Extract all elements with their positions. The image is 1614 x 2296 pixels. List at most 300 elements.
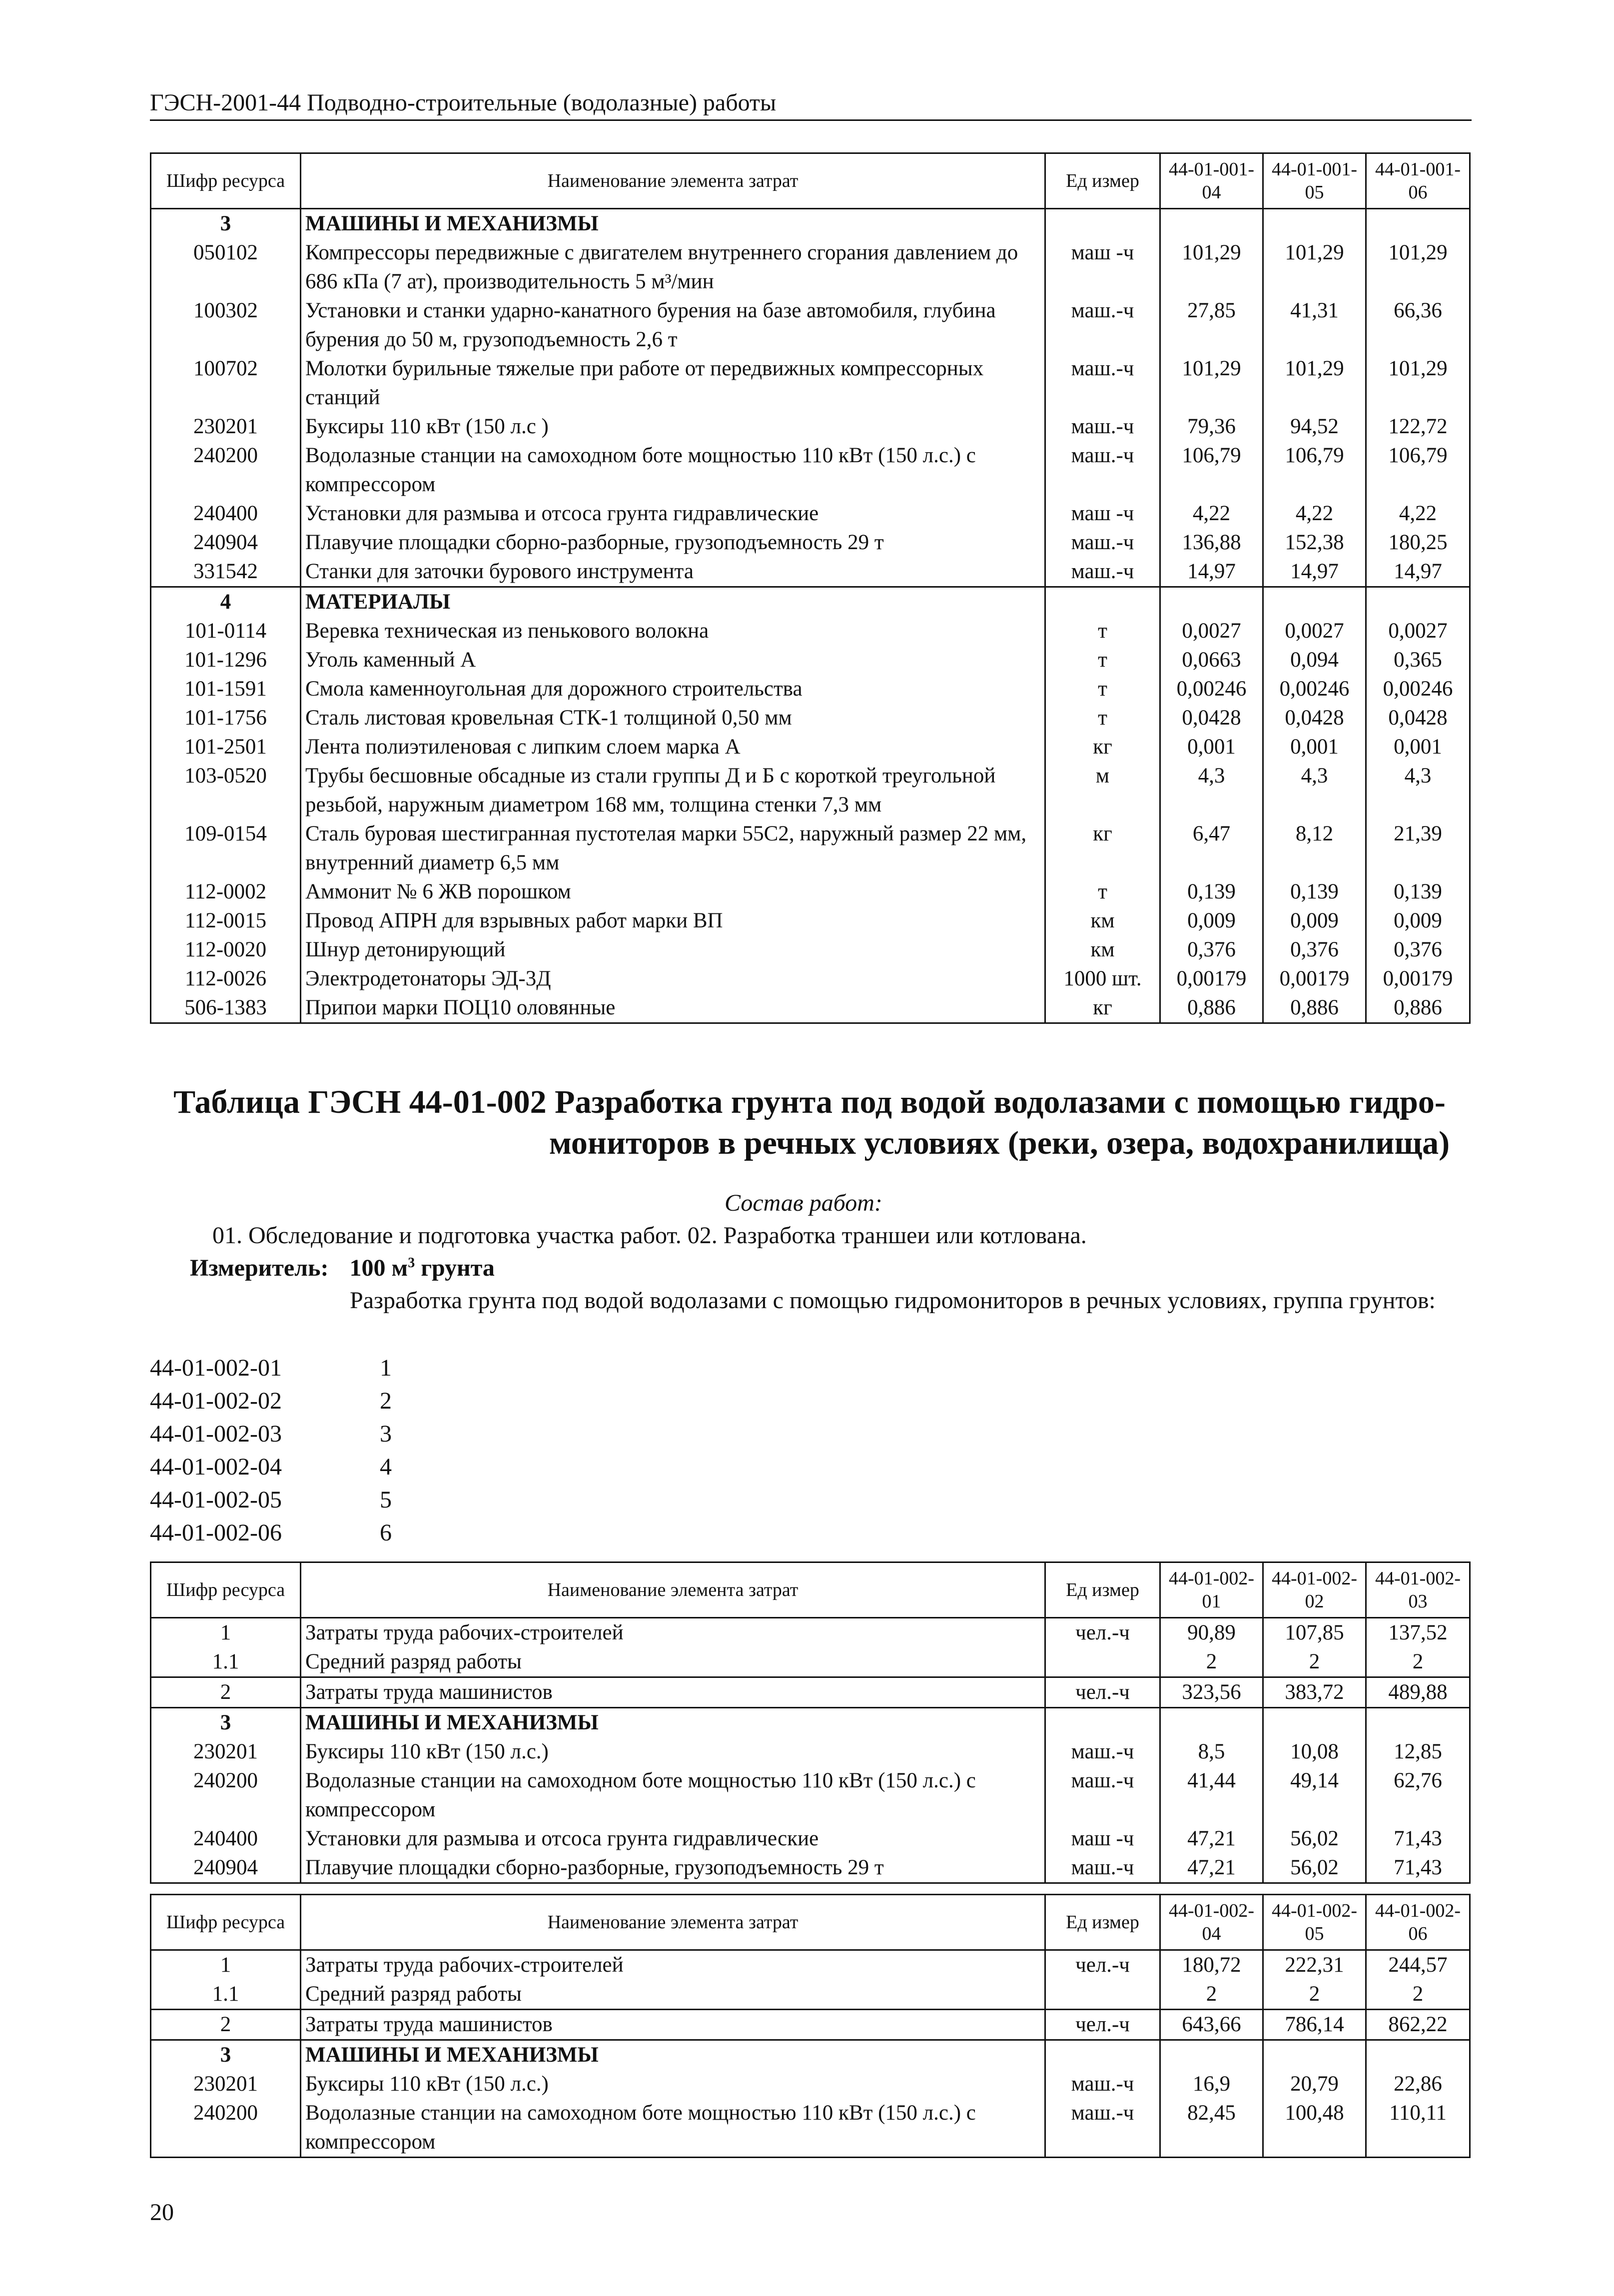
table-row <box>151 2070 1470 2099</box>
resource-code-cell: 101-1756 <box>151 704 301 733</box>
value-cell: 14,97 <box>1160 557 1263 587</box>
value-cell <box>1263 2040 1366 2070</box>
value-cell: 136,88 <box>1160 528 1263 557</box>
resource-code-cell: 101-1296 <box>151 646 301 675</box>
resource-code-cell: 230201 <box>151 412 301 441</box>
unit-cell: км <box>1045 935 1160 964</box>
resource-code-cell: 4 <box>151 587 301 617</box>
value-cell: 222,31 <box>1263 1950 1366 1980</box>
table-row <box>151 296 1470 354</box>
unit-cell: кг <box>1045 733 1160 762</box>
value-cell: 2 <box>1263 1980 1366 2010</box>
value-cell: 0,376 <box>1366 935 1470 964</box>
resource-code-cell: 2 <box>151 2010 301 2040</box>
value-cell: 0,0027 <box>1160 617 1263 646</box>
column-header: 44-01-002-05 <box>1263 1895 1366 1950</box>
table-row <box>151 1618 1470 1648</box>
item-name-cell: Плавучие площадки сборно-разборные, грузоподъемность 29 т <box>301 1853 1045 1883</box>
value-cell: 14,97 <box>1366 557 1470 587</box>
value-cell: 0,00179 <box>1366 964 1470 993</box>
column-header: Шифр ресурса <box>151 1562 301 1618</box>
value-cell: 101,29 <box>1366 238 1470 296</box>
table-row <box>151 646 1470 675</box>
table-row <box>151 906 1470 935</box>
resource-code-cell: 112-0015 <box>151 906 301 935</box>
unit-cell: чел.-ч <box>1045 2010 1160 2040</box>
unit-cell <box>1045 1647 1160 1677</box>
resource-code-cell: 230201 <box>151 2070 301 2099</box>
value-cell: 0,0428 <box>1160 704 1263 733</box>
value-cell: 244,57 <box>1366 1950 1470 1980</box>
table-row <box>151 2010 1470 2040</box>
item-name-cell: МАШИНЫ И МЕХАНИЗМЫ <box>301 209 1045 239</box>
value-cell: 106,79 <box>1263 441 1366 499</box>
unit-cell: маш.-ч <box>1045 412 1160 441</box>
table-row <box>151 1824 1470 1853</box>
item-name-cell: Компрессоры передвижные с двигателем внутреннего сгорания давлением до 686 кПа (7 ат), производительность 5 м³/мин <box>301 238 1045 296</box>
unit-cell: 1000 шт. <box>1045 964 1160 993</box>
value-cell: 106,79 <box>1366 441 1470 499</box>
item-name-cell: Смола каменноугольная для дорожного строительства <box>301 675 1045 704</box>
value-cell: 0,0663 <box>1160 646 1263 675</box>
table-row <box>151 675 1470 704</box>
table-row <box>151 354 1470 412</box>
value-cell: 643,66 <box>1160 2010 1263 2040</box>
variant-list <box>150 1352 392 1549</box>
item-name-cell: Провод АПРН для взрывных работ марки ВП <box>301 906 1045 935</box>
resource-code-cell: 240200 <box>151 441 301 499</box>
value-cell: 180,25 <box>1366 528 1470 557</box>
unit-cell: кг <box>1045 819 1160 877</box>
resource-code-cell: 1 <box>151 1618 301 1648</box>
table-row <box>151 441 1470 499</box>
variant-code: 44-01-002-03 <box>150 1421 282 1447</box>
unit-cell: т <box>1045 617 1160 646</box>
resource-code-cell: 1.1 <box>151 1980 301 2010</box>
value-cell: 2 <box>1160 1980 1263 2010</box>
value-cell: 101,29 <box>1160 238 1263 296</box>
column-header: 44-01-002-04 <box>1160 1895 1263 1950</box>
value-cell: 0,0428 <box>1263 704 1366 733</box>
unit-cell: т <box>1045 704 1160 733</box>
value-cell: 6,47 <box>1160 819 1263 877</box>
value-cell: 2 <box>1160 1647 1263 1677</box>
column-header: Ед измер <box>1045 1895 1160 1950</box>
table-title-line-1: Таблица ГЭСН 44-01-002 Разработка грунта под водой водолазами с помощью гидро- <box>173 1084 1446 1120</box>
item-name-cell: Затраты труда машинистов <box>301 2010 1045 2040</box>
variant-row <box>150 1484 392 1517</box>
value-cell: 0,009 <box>1366 906 1470 935</box>
work-heading: Состав работ: <box>725 1190 882 1216</box>
column-header: 44-01-002-06 <box>1366 1895 1470 1950</box>
value-cell: 4,3 <box>1366 762 1470 819</box>
value-cell: 47,21 <box>1160 1853 1263 1883</box>
table-row <box>151 1950 1470 1980</box>
item-name-cell: Веревка техническая из пенькового волокна <box>301 617 1045 646</box>
unit-cell: маш.-ч <box>1045 2099 1160 2158</box>
resource-code-cell: 100302 <box>151 296 301 354</box>
value-cell <box>1160 209 1263 239</box>
value-cell: 323,56 <box>1160 1677 1263 1708</box>
variant-code: 44-01-002-05 <box>150 1487 282 1513</box>
table-row <box>151 617 1470 646</box>
value-cell <box>1263 209 1366 239</box>
value-cell: 0,001 <box>1160 733 1263 762</box>
item-name-cell: Сталь буровая шестигранная пустотелая марки 55С2, наружный размер 22 мм, внутренний диаметр 6,5 мм <box>301 819 1045 877</box>
value-cell: 90,89 <box>1160 1618 1263 1648</box>
unit-cell: чел.-ч <box>1045 1618 1160 1648</box>
unit-cell: маш -ч <box>1045 1824 1160 1853</box>
unit-cell: маш.-ч <box>1045 1766 1160 1824</box>
value-cell: 71,43 <box>1366 1824 1470 1853</box>
item-name-cell: МАШИНЫ И МЕХАНИЗМЫ <box>301 2040 1045 2070</box>
item-name-cell: Лента полиэтиленовая с липким слоем марка А <box>301 733 1045 762</box>
unit-cell: чел.-ч <box>1045 1677 1160 1708</box>
value-cell: 4,22 <box>1366 499 1470 528</box>
unit-cell: маш.-ч <box>1045 296 1160 354</box>
value-cell: 0,376 <box>1263 935 1366 964</box>
variant-code: 44-01-002-01 <box>150 1355 282 1381</box>
resource-code-cell: 3 <box>151 2040 301 2070</box>
item-name-cell: Трубы бесшовные обсадные из стали группы Д и Б с короткой треугольной резьбой, наружным диаметром 168 мм, толщина стенки 7,3 мм <box>301 762 1045 819</box>
column-header: 44-01-001-06 <box>1366 153 1470 209</box>
unit-cell: маш.-ч <box>1045 354 1160 412</box>
variant-code: 44-01-002-02 <box>150 1388 282 1414</box>
value-cell: 0,376 <box>1160 935 1263 964</box>
variant-value: 4 <box>380 1454 392 1480</box>
resource-code-cell: 2 <box>151 1677 301 1708</box>
meter-value: 100 $м^3$ грунта <box>349 1255 495 1281</box>
variant-value: 5 <box>380 1487 392 1513</box>
table-row <box>151 557 1470 587</box>
value-cell: 4,3 <box>1160 762 1263 819</box>
value-cell: 0,139 <box>1160 877 1263 906</box>
resource-code-cell: 1.1 <box>151 1647 301 1677</box>
value-cell: 110,11 <box>1366 2099 1470 2158</box>
variant-value: 3 <box>380 1421 392 1447</box>
value-cell: 0,009 <box>1263 906 1366 935</box>
value-cell: 0,00246 <box>1263 675 1366 704</box>
unit-cell: т <box>1045 877 1160 906</box>
item-name-cell: Водолазные станции на самоходном боте мощностью 110 кВт (150 л.с.) с компрессором <box>301 2099 1045 2158</box>
variant-row <box>150 1517 392 1549</box>
value-cell: 0,886 <box>1263 993 1366 1023</box>
resource-code-cell: 3 <box>151 209 301 239</box>
resource-code-cell: 240904 <box>151 528 301 557</box>
item-name-cell: Средний разряд работы <box>301 1647 1045 1677</box>
table-row <box>151 704 1470 733</box>
unit-cell <box>1045 1708 1160 1738</box>
variant-value: 2 <box>380 1388 392 1414</box>
unit-cell: м <box>1045 762 1160 819</box>
resource-code-cell: 112-0026 <box>151 964 301 993</box>
value-cell: 0,139 <box>1366 877 1470 906</box>
table-row <box>151 1853 1470 1883</box>
resource-code-cell: 240200 <box>151 1766 301 1824</box>
item-name-cell: Припои марки ПОЦ10 оловянные <box>301 993 1045 1023</box>
value-cell: 8,5 <box>1160 1737 1263 1766</box>
value-cell: 0,365 <box>1366 646 1470 675</box>
item-name-cell: Молотки бурильные тяжелые при работе от передвижных компрессорных станций <box>301 354 1045 412</box>
resource-code-cell: 101-2501 <box>151 733 301 762</box>
value-cell: 101,29 <box>1263 354 1366 412</box>
value-cell: 16,9 <box>1160 2070 1263 2099</box>
item-name-cell: Водолазные станции на самоходном боте мощностью 110 кВт (150 л.с.) с компрессором <box>301 1766 1045 1824</box>
value-cell: 12,85 <box>1366 1737 1470 1766</box>
unit-cell: т <box>1045 646 1160 675</box>
resource-code-cell: 109-0154 <box>151 819 301 877</box>
unit-cell: маш.-ч <box>1045 441 1160 499</box>
resource-code-cell: 230201 <box>151 1737 301 1766</box>
value-cell: 20,79 <box>1263 2070 1366 2099</box>
unit-cell: маш -ч <box>1045 238 1160 296</box>
cost-table-2 <box>150 1561 1471 1884</box>
value-cell <box>1160 587 1263 617</box>
value-cell: 10,08 <box>1263 1737 1366 1766</box>
item-name-cell: Буксиры 110 кВт (150 л.с ) <box>301 412 1045 441</box>
page-number: 20 <box>150 2199 174 2226</box>
unit-cell <box>1045 1980 1160 2010</box>
value-cell: 94,52 <box>1263 412 1366 441</box>
value-cell: 862,22 <box>1366 2010 1470 2040</box>
value-cell: 4,22 <box>1263 499 1366 528</box>
value-cell: 0,001 <box>1263 733 1366 762</box>
unit-cell: маш -ч <box>1045 499 1160 528</box>
value-cell: 0,886 <box>1160 993 1263 1023</box>
table-row <box>151 964 1470 993</box>
column-header: 44-01-002-03 <box>1366 1562 1470 1618</box>
table-row <box>151 2099 1470 2158</box>
page-header: ГЭСН-2001-44 Подводно-строительные (водолазные) работы <box>150 89 1472 121</box>
item-name-cell: Плавучие площадки сборно-разборные, грузоподъемность 29 т <box>301 528 1045 557</box>
resource-code-cell: 050102 <box>151 238 301 296</box>
value-cell: 2 <box>1366 1980 1470 2010</box>
item-name-cell: МАТЕРИАЛЫ <box>301 587 1045 617</box>
unit-cell <box>1045 587 1160 617</box>
table-row <box>151 1737 1470 1766</box>
item-name-cell: Установки для размыва и отсоса грунта гидравлические <box>301 1824 1045 1853</box>
item-name-cell: Средний разряд работы <box>301 1980 1045 2010</box>
value-cell: 0,0027 <box>1366 617 1470 646</box>
resource-code-cell: 240400 <box>151 1824 301 1853</box>
resource-code-cell: 240904 <box>151 1853 301 1883</box>
resource-code-cell: 103-0520 <box>151 762 301 819</box>
resource-code-cell: 506-1383 <box>151 993 301 1023</box>
item-name-cell: Установки для размыва и отсоса грунта гидравлические <box>301 499 1045 528</box>
variant-code: 44-01-002-06 <box>150 1520 282 1546</box>
value-cell: 152,38 <box>1263 528 1366 557</box>
value-cell <box>1160 1708 1263 1738</box>
value-cell: 383,72 <box>1263 1677 1366 1708</box>
value-cell: 27,85 <box>1160 296 1263 354</box>
variant-row <box>150 1451 392 1484</box>
column-header: Ед измер <box>1045 153 1160 209</box>
section-row <box>151 1708 1470 1738</box>
unit-cell: маш.-ч <box>1045 1737 1160 1766</box>
value-cell: 137,52 <box>1366 1618 1470 1648</box>
resource-code-cell: 1 <box>151 1950 301 1980</box>
item-name-cell: Буксиры 110 кВт (150 л.с.) <box>301 1737 1045 1766</box>
value-cell: 2 <box>1263 1647 1366 1677</box>
item-name-cell: Уголь каменный А <box>301 646 1045 675</box>
table-row <box>151 877 1470 906</box>
value-cell: 0,0027 <box>1263 617 1366 646</box>
value-cell: 101,29 <box>1366 354 1470 412</box>
value-cell: 101,29 <box>1263 238 1366 296</box>
column-header: 44-01-001-05 <box>1263 153 1366 209</box>
value-cell: 21,39 <box>1366 819 1470 877</box>
value-cell: 0,00246 <box>1366 675 1470 704</box>
value-cell: 100,48 <box>1263 2099 1366 2158</box>
unit-cell: кг <box>1045 993 1160 1023</box>
value-cell: 106,79 <box>1160 441 1263 499</box>
unit-cell: т <box>1045 675 1160 704</box>
column-header: Ед измер <box>1045 1562 1160 1618</box>
value-cell: 66,36 <box>1366 296 1470 354</box>
item-name-cell: Аммонит № 6 ЖВ порошком <box>301 877 1045 906</box>
value-cell <box>1366 1708 1470 1738</box>
value-cell: 79,36 <box>1160 412 1263 441</box>
table-header-row <box>151 1562 1470 1618</box>
column-header: Наименование элемента затрат <box>301 1895 1045 1950</box>
resource-code-cell: 101-1591 <box>151 675 301 704</box>
value-cell: 2 <box>1366 1647 1470 1677</box>
value-cell <box>1263 587 1366 617</box>
table-title <box>150 1082 1469 1164</box>
value-cell: 47,21 <box>1160 1824 1263 1853</box>
variant-row <box>150 1385 392 1418</box>
resource-code-cell: 240200 <box>151 2099 301 2158</box>
column-header: Наименование элемента затрат <box>301 1562 1045 1618</box>
value-cell: 8,12 <box>1263 819 1366 877</box>
table-row <box>151 528 1470 557</box>
value-cell: 82,45 <box>1160 2099 1263 2158</box>
cost-table-1 <box>150 152 1471 1024</box>
value-cell: 0,00179 <box>1160 964 1263 993</box>
section-row <box>151 209 1470 239</box>
column-header: 44-01-002-01 <box>1160 1562 1263 1618</box>
unit-cell: маш.-ч <box>1045 528 1160 557</box>
value-cell: 489,88 <box>1366 1677 1470 1708</box>
value-cell: 180,72 <box>1160 1950 1263 1980</box>
value-cell: 101,29 <box>1160 354 1263 412</box>
item-name-cell: Затраты труда рабочих-строителей <box>301 1950 1045 1980</box>
table-row <box>151 1677 1470 1708</box>
item-name-cell: Буксиры 110 кВт (150 л.с.) <box>301 2070 1045 2099</box>
value-cell: 62,76 <box>1366 1766 1470 1824</box>
cost-table-3 <box>150 1894 1471 2158</box>
value-cell: 107,85 <box>1263 1618 1366 1648</box>
section-description: Разработка грунта под водой водолазами с помощью гидромониторов в речных условиях, группа грунтов: <box>350 1287 1436 1314</box>
table-row <box>151 819 1470 877</box>
unit-cell <box>1045 209 1160 239</box>
value-cell: 71,43 <box>1366 1853 1470 1883</box>
resource-code-cell: 3 <box>151 1708 301 1738</box>
item-name-cell: Шнур детонирующий <box>301 935 1045 964</box>
meter-line <box>190 1252 495 1285</box>
table-header-row <box>151 153 1470 209</box>
value-cell: 0,001 <box>1366 733 1470 762</box>
unit-cell: чел.-ч <box>1045 1950 1160 1980</box>
table-row <box>151 1766 1470 1824</box>
table-row <box>151 935 1470 964</box>
meter-label: Измеритель: <box>190 1255 329 1281</box>
table-row <box>151 412 1470 441</box>
value-cell <box>1366 587 1470 617</box>
variant-code: 44-01-002-04 <box>150 1454 282 1480</box>
unit-cell: маш.-ч <box>1045 2070 1160 2099</box>
table-row <box>151 733 1470 762</box>
table-row <box>151 238 1470 296</box>
value-cell: 0,094 <box>1263 646 1366 675</box>
table-row <box>151 1647 1470 1677</box>
resource-code-cell: 331542 <box>151 557 301 587</box>
section-row <box>151 587 1470 617</box>
unit-cell: маш.-ч <box>1045 557 1160 587</box>
work-text: 01. Обследование и подготовка участка работ. 02. Разработка траншеи или котлована. <box>212 1222 1087 1249</box>
variant-row <box>150 1352 392 1385</box>
table-row <box>151 993 1470 1023</box>
value-cell: 0,886 <box>1366 993 1470 1023</box>
item-name-cell: Затраты труда рабочих-строителей <box>301 1618 1045 1648</box>
table-row <box>151 1980 1470 2010</box>
value-cell <box>1263 1708 1366 1738</box>
value-cell: 4,22 <box>1160 499 1263 528</box>
value-cell <box>1160 2040 1263 2070</box>
item-name-cell: Водолазные станции на самоходном боте мощностью 110 кВт (150 л.с.) с компрессором <box>301 441 1045 499</box>
column-header: 44-01-001-04 <box>1160 153 1263 209</box>
value-cell <box>1366 209 1470 239</box>
unit-cell: км <box>1045 906 1160 935</box>
item-name-cell: Станки для заточки бурового инструмента <box>301 557 1045 587</box>
variant-value: 1 <box>380 1355 392 1381</box>
value-cell: 4,3 <box>1263 762 1366 819</box>
value-cell: 122,72 <box>1366 412 1470 441</box>
variant-value: 6 <box>380 1520 392 1546</box>
item-name-cell: Затраты труда машинистов <box>301 1677 1045 1708</box>
resource-code-cell: 112-0002 <box>151 877 301 906</box>
item-name-cell: Электродетонаторы ЭД-3Д <box>301 964 1045 993</box>
value-cell: 0,00179 <box>1263 964 1366 993</box>
value-cell: 0,009 <box>1160 906 1263 935</box>
column-header: 44-01-002-02 <box>1263 1562 1366 1618</box>
value-cell: 14,97 <box>1263 557 1366 587</box>
resource-code-cell: 240400 <box>151 499 301 528</box>
value-cell: 0,00246 <box>1160 675 1263 704</box>
value-cell: 0,0428 <box>1366 704 1470 733</box>
value-cell: 786,14 <box>1263 2010 1366 2040</box>
value-cell: 56,02 <box>1263 1853 1366 1883</box>
section-row <box>151 2040 1470 2070</box>
item-name-cell: Сталь листовая кровельная СТК-1 толщиной 0,50 мм <box>301 704 1045 733</box>
column-header: Наименование элемента затрат <box>301 153 1045 209</box>
unit-cell <box>1045 2040 1160 2070</box>
value-cell: 41,31 <box>1263 296 1366 354</box>
item-name-cell: Установки и станки ударно-канатного бурения на базе автомобиля, глубина бурения до 50 м, грузоподъемность 2,6 т <box>301 296 1045 354</box>
variant-row <box>150 1418 392 1451</box>
value-cell: 22,86 <box>1366 2070 1470 2099</box>
value-cell <box>1366 2040 1470 2070</box>
resource-code-cell: 100702 <box>151 354 301 412</box>
value-cell: 49,14 <box>1263 1766 1366 1824</box>
value-cell: 0,139 <box>1263 877 1366 906</box>
resource-code-cell: 101-0114 <box>151 617 301 646</box>
item-name-cell: МАШИНЫ И МЕХАНИЗМЫ <box>301 1708 1045 1738</box>
table-row <box>151 762 1470 819</box>
column-header: Шифр ресурса <box>151 153 301 209</box>
table-title-line-2: мониторов в речных условиях (реки, озера, водохранилища) <box>549 1125 1450 1161</box>
column-header: Шифр ресурса <box>151 1895 301 1950</box>
